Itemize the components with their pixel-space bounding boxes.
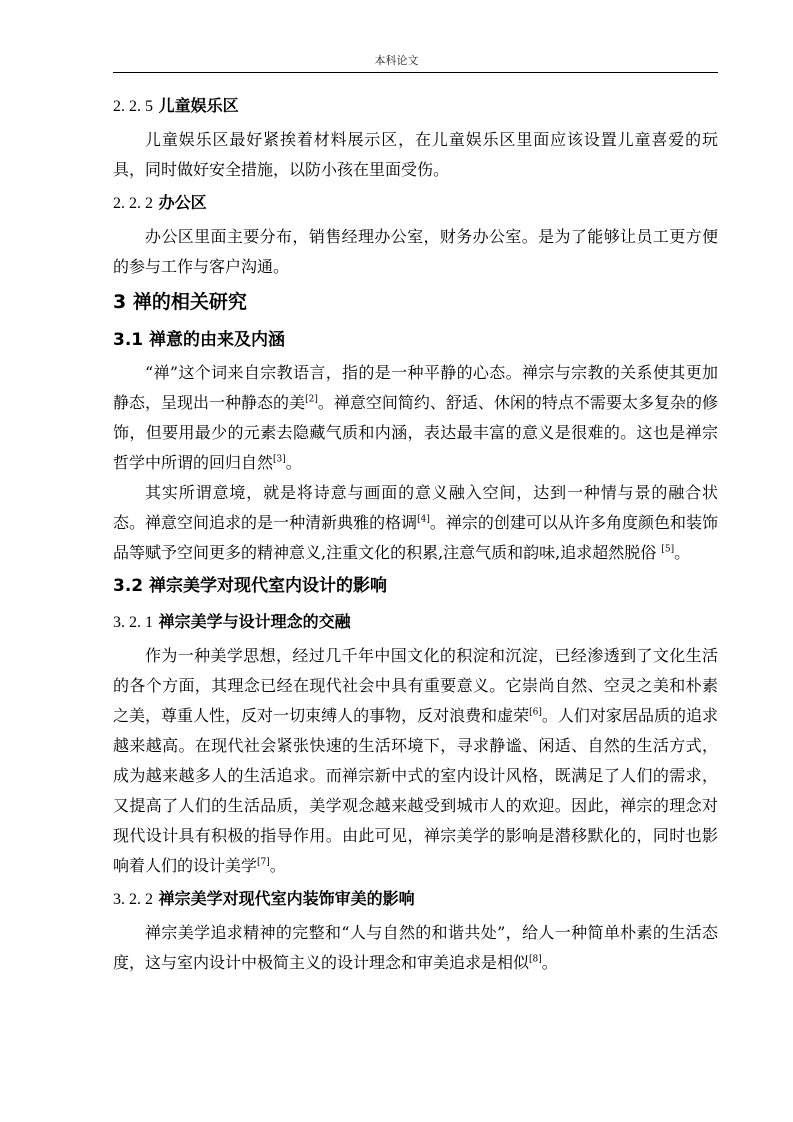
citation-ref: [5] [661, 544, 675, 555]
paragraph [113, 478, 718, 568]
paragraph [113, 222, 718, 282]
paragraph-text: 其实所谓意境，就是将诗意与画面的意义融入空间，达到一种情与景的融合状态。禅意空间追求的是一种清新典雅的格调 [113, 483, 718, 532]
citation-ref: [6] [529, 707, 542, 718]
section-number: 3. 2. 1 [113, 614, 153, 631]
section-title: 禅的相关研究 [132, 291, 247, 313]
section-title: 办公区 [158, 193, 207, 212]
section-number: 3. 2. 2 [113, 891, 153, 908]
section-heading [113, 568, 718, 604]
section-number: 2. 2. 5 [113, 98, 153, 115]
section-title: 儿童娱乐区 [158, 96, 239, 115]
citation-ref: [3] [273, 454, 286, 465]
paragraph-text: 儿童娱乐区最好紧挨着材料展示区，在儿童娱乐区里面应该设置儿童喜爱的玩具，同时做好安全措施，以防小孩在里面受伤。 [113, 130, 718, 179]
section-heading [113, 322, 718, 358]
section-number: 3 [113, 291, 127, 313]
paragraph-text: 。 [285, 453, 302, 472]
citation-ref: [4] [417, 514, 430, 525]
citation-ref: [7] [257, 857, 270, 868]
section-title: 禅宗美学对现代室内设计的影响 [149, 576, 388, 596]
paragraph-text: 办公区里面主要分布，销售经理办公室，财务办公室。是为了能够让员工更方便的参与工作与客户沟通。 [113, 227, 718, 276]
paragraph-text: 禅宗美学追求精神的完整和“人与自然的和谐共处”，给人一种简单朴素的生活态度，这与室内设计中极简主义的设计理念和审美追求是相似 [113, 923, 718, 972]
paragraph-text: 。 [269, 856, 286, 875]
paragraph [113, 641, 718, 881]
paragraph-text: 。人们对家居品质的追求越来越高。在现代社会紧张快速的生活环境下，寻求静谧、闲适、自然的生活方式，成为越来越多人的生活追求。而禅宗新中式的室内设计风格，既满足了人们的需求，又提高了人们的生活品质，美学观念越来越受到城市人的欢迎。因此，禅宗的理念对现代设计具有积极的指导作用。由此可见，禅宗美学的影响是潜移默化的，同时也影响着人们的设计美学 [113, 706, 718, 875]
header-rule [113, 72, 718, 73]
section-title: 禅意的由来及内涵 [149, 330, 286, 350]
section-heading [113, 881, 718, 918]
section-number: 3.2 [113, 576, 144, 596]
section-number: 3.1 [113, 330, 144, 350]
paragraph-text: 。禅宗的创建可以从许多角度颜色和装饰品等赋予空间更多的精神意义,注重文化的积累,注意气质和韵味,追求超然脱俗 [113, 513, 718, 562]
page-header: 本科论文 [374, 54, 419, 67]
section-number: 2. 2. 2 [113, 195, 153, 212]
paragraph-text: 。 [541, 953, 558, 972]
citation-ref: [2] [305, 394, 318, 405]
paragraph [113, 918, 718, 978]
paragraph-text: 。禅意空间简约、舒适、休闲的特点不需要太多复杂的修饰，但要用最少的元素去隐藏气质和内涵，表达最丰富的意义是很难的。这也是禅宗哲学中所谓的回归自然 [113, 393, 718, 472]
paragraph-text: 。 [674, 543, 691, 562]
section-title: 禅宗美学与设计理念的交融 [158, 612, 351, 631]
paragraph [113, 358, 718, 478]
section-heading [113, 185, 718, 222]
document-body [113, 88, 718, 978]
paragraph-text: “禅”这个词来自宗教语言，指的是一种平静的心态。禅宗与宗教的关系使其更加静态，呈现出一种静态的美 [113, 363, 718, 412]
paragraph-text: 作为一种美学思想，经过几千年中国文化的积淀和沉淀，已经渗透到了文化生活的各个方面，其理念已经在现代社会中具有重要意义。它崇尚自然、空灵之美和朴素之美，尊重人性，反对一切束缚人的事物，反对浪费和虚荣 [113, 646, 718, 725]
section-heading [113, 88, 718, 125]
section-title: 禅宗美学对现代室内装饰审美的影响 [158, 889, 415, 908]
paragraph [113, 125, 718, 185]
citation-ref: [8] [529, 954, 542, 965]
section-heading [113, 604, 718, 641]
section-heading [113, 282, 718, 322]
